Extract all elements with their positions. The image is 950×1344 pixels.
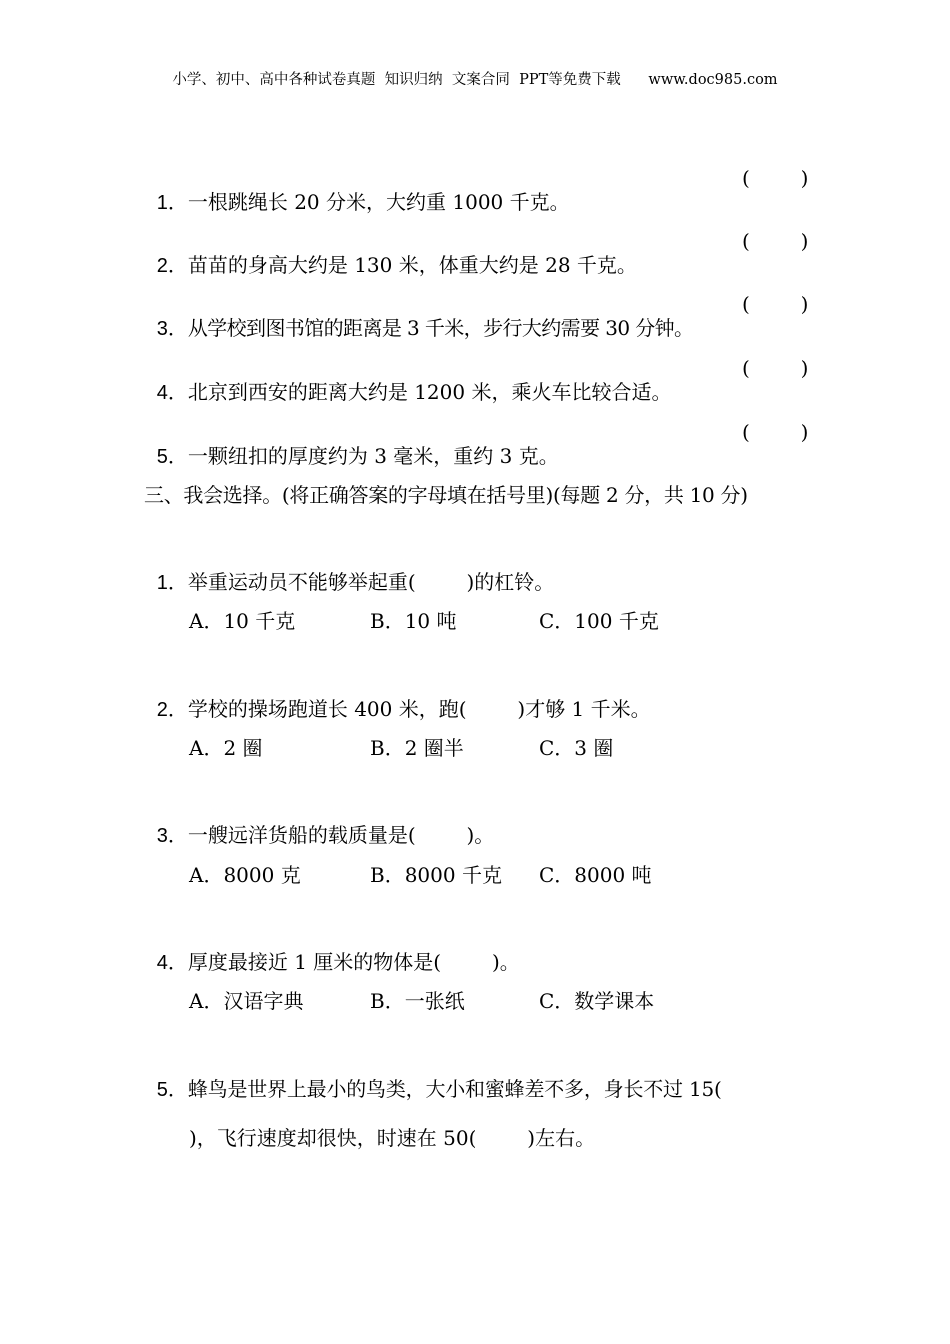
item-text: 一颗纽扣的厚度约为 3 毫米，重约 3 克。 xyxy=(187,444,559,468)
choice-question-4 xyxy=(144,926,520,975)
judgement-item-5 xyxy=(144,420,559,469)
option-a[interactable]: A．8000 克 xyxy=(189,863,301,887)
choice-question-5 xyxy=(144,1053,722,1102)
option-a[interactable]: A．汉语字典 xyxy=(189,989,304,1013)
option-a[interactable]: A．10 千克 xyxy=(189,609,296,633)
answer-blank-1[interactable]: ( ) xyxy=(742,166,809,190)
item-text: 从学校到图书馆的距离是 3 千米，步行大约需要 30 分钟。 xyxy=(187,316,694,340)
answer-blank-3[interactable]: ( ) xyxy=(742,292,809,316)
answer-blank-2[interactable]: ( ) xyxy=(742,229,809,253)
item-text: 北京到西安的距离大约是 1200 米，乘火车比较合适。 xyxy=(187,380,672,404)
item-number: 3． xyxy=(156,318,188,340)
answer-blank-4[interactable]: ( ) xyxy=(742,356,809,380)
question-text: 厚度最接近 1 厘米的物体是( )。 xyxy=(187,950,520,974)
question-number: 3． xyxy=(156,825,188,847)
judgement-item-2 xyxy=(144,229,637,278)
option-b[interactable]: B．一张纸 xyxy=(370,989,465,1013)
choice-question-1 xyxy=(144,546,554,595)
item-number: 1． xyxy=(156,192,188,214)
question-number: 4． xyxy=(156,952,188,974)
question-text: 举重运动员不能够举起重( )的杠铃。 xyxy=(187,570,555,594)
question-text: 蜂鸟是世界上最小的鸟类，大小和蜜蜂差不多，身长不过 15( xyxy=(187,1077,722,1101)
option-c[interactable]: C．3 圈 xyxy=(539,736,614,760)
judgement-item-1 xyxy=(144,166,570,215)
judgement-item-3 xyxy=(144,292,693,341)
question-number: 2． xyxy=(156,699,188,721)
answer-blank-5[interactable]: ( ) xyxy=(742,420,809,444)
item-text: 苗苗的身高大约是 130 米，体重大约是 28 千克。 xyxy=(187,253,637,277)
item-number: 5． xyxy=(156,446,188,468)
question-text: 学校的操场跑道长 400 米，跑( )才够 1 千米。 xyxy=(187,697,651,721)
option-b[interactable]: B．10 吨 xyxy=(370,609,457,633)
option-c[interactable]: C．8000 吨 xyxy=(539,863,652,887)
page-header: 小学、初中、高中各种试卷真题 知识归纳 文案合同 PPT等免费下载 www.doc985.com xyxy=(172,72,778,88)
choice-question-5-continuation: )，飞行速度却很快，时速在 50( )左右。 xyxy=(189,1126,596,1150)
choice-question-3 xyxy=(144,799,494,848)
section-title: 三、我会选择。(将正确答案的字母填在括号里)(每题 2 分，共 10 分) xyxy=(144,483,748,507)
choice-question-2 xyxy=(144,673,651,722)
option-c[interactable]: C．100 千克 xyxy=(539,609,659,633)
option-b[interactable]: B．8000 千克 xyxy=(370,863,502,887)
option-b[interactable]: B．2 圈半 xyxy=(370,736,464,760)
option-a[interactable]: A．2 圈 xyxy=(189,736,263,760)
item-number: 4． xyxy=(156,382,188,404)
item-text: 一根跳绳长 20 分米，大约重 1000 千克。 xyxy=(187,190,570,214)
judgement-item-4 xyxy=(144,356,671,405)
question-text: 一艘远洋货船的载质量是( )。 xyxy=(187,823,495,847)
question-number: 1． xyxy=(156,572,188,594)
option-c[interactable]: C．数学课本 xyxy=(539,989,655,1013)
question-number: 5． xyxy=(156,1079,188,1101)
item-number: 2． xyxy=(156,255,188,277)
